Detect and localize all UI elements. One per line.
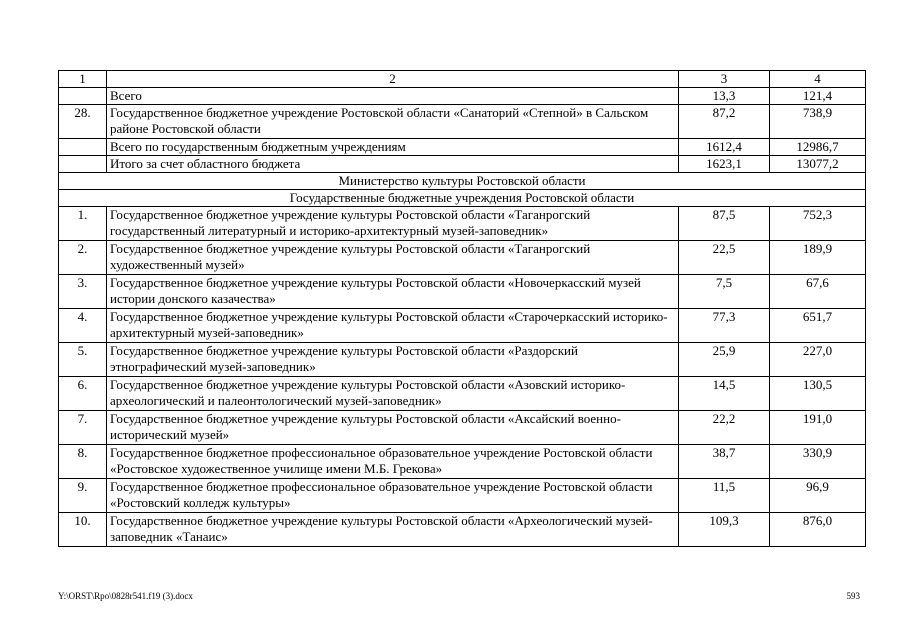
footer-file-path: Y:\ORST\Rpo\0828r541.f19 (3).docx xyxy=(58,591,193,601)
row-number xyxy=(59,156,107,173)
row-text: Государственное бюджетное профессиональное образовательное учреждение Ростовской области «Ростовское художественное училище имени М.Б. Грекова» xyxy=(107,445,679,479)
header-col-3: 3 xyxy=(679,71,770,88)
section-row xyxy=(59,190,866,207)
header-row xyxy=(59,71,866,88)
table-row xyxy=(59,411,866,445)
row-text: Государственное бюджетное учреждение культуры Ростовской области «Раздорский этнографический музей-заповедник» xyxy=(107,343,679,377)
section-ministry: Министерство культуры Ростовской области xyxy=(59,173,866,190)
row-value-4: 13077,2 xyxy=(770,156,866,173)
table-row xyxy=(59,513,866,547)
row-number: 28. xyxy=(59,105,107,139)
row-text: Всего по государственным бюджетным учреждениям xyxy=(107,139,679,156)
row-value-4: 876,0 xyxy=(770,513,866,547)
row-value-4: 67,6 xyxy=(770,275,866,309)
row-text: Государственное бюджетное учреждение культуры Ростовской области «Таганрогский государственный литературный и историко-архитектурный музей-заповедник» xyxy=(107,207,679,241)
table-row xyxy=(59,377,866,411)
row-number xyxy=(59,88,107,105)
row-value-3: 7,5 xyxy=(679,275,770,309)
row-number: 2. xyxy=(59,241,107,275)
row-number: 8. xyxy=(59,445,107,479)
row-text: Государственное бюджетное учреждение Ростовской области «Санаторий «Степной» в Сальском районе Ростовской области xyxy=(107,105,679,139)
row-value-3: 22,5 xyxy=(679,241,770,275)
row-number: 10. xyxy=(59,513,107,547)
row-value-3: 1612,4 xyxy=(679,139,770,156)
row-text: Государственное бюджетное учреждение культуры Ростовской области «Таганрогский художественный музей» xyxy=(107,241,679,275)
table-row xyxy=(59,139,866,156)
table-row xyxy=(59,479,866,513)
footer-page-number: 593 xyxy=(846,591,860,601)
row-number: 9. xyxy=(59,479,107,513)
row-value-3: 11,5 xyxy=(679,479,770,513)
row-value-4: 12986,7 xyxy=(770,139,866,156)
row-number: 4. xyxy=(59,309,107,343)
row-text: Государственное бюджетное учреждение культуры Ростовской области «Новочеркасский музей истории донского казачества» xyxy=(107,275,679,309)
row-text: Государственное бюджетное учреждение культуры Ростовской области «Археологический музей-заповедник «Танаис» xyxy=(107,513,679,547)
row-value-4: 121,4 xyxy=(770,88,866,105)
row-text: Государственное бюджетное учреждение культуры Ростовской области «Азовский историко-археологический и палеонтологический музей-заповедник» xyxy=(107,377,679,411)
header-col-1: 1 xyxy=(59,71,107,88)
row-number: 1. xyxy=(59,207,107,241)
row-value-4: 738,9 xyxy=(770,105,866,139)
row-value-4: 651,7 xyxy=(770,309,866,343)
row-value-4: 189,9 xyxy=(770,241,866,275)
section-row xyxy=(59,173,866,190)
row-text: Государственное бюджетное учреждение культуры Ростовской области «Старочеркасский историко-архитектурный музей-заповедник» xyxy=(107,309,679,343)
row-value-3: 87,2 xyxy=(679,105,770,139)
row-value-4: 227,0 xyxy=(770,343,866,377)
row-value-3: 25,9 xyxy=(679,343,770,377)
table-row xyxy=(59,88,866,105)
table-row xyxy=(59,343,866,377)
table-row xyxy=(59,156,866,173)
row-value-3: 109,3 xyxy=(679,513,770,547)
row-number xyxy=(59,139,107,156)
row-value-4: 330,9 xyxy=(770,445,866,479)
header-col-4: 4 xyxy=(770,71,866,88)
row-value-3: 14,5 xyxy=(679,377,770,411)
table-row xyxy=(59,105,866,139)
row-number: 6. xyxy=(59,377,107,411)
row-text: Государственное бюджетное учреждение культуры Ростовской области «Аксайский военно-исторический музей» xyxy=(107,411,679,445)
row-value-4: 96,9 xyxy=(770,479,866,513)
section-subheading: Государственные бюджетные учреждения Ростовской области xyxy=(59,190,866,207)
row-value-3: 77,3 xyxy=(679,309,770,343)
row-value-3: 13,3 xyxy=(679,88,770,105)
row-text: Государственное бюджетное профессиональное образовательное учреждение Ростовской области «Ростовский колледж культуры» xyxy=(107,479,679,513)
table-row xyxy=(59,275,866,309)
row-value-3: 1623,1 xyxy=(679,156,770,173)
row-value-3: 87,5 xyxy=(679,207,770,241)
row-value-4: 752,3 xyxy=(770,207,866,241)
row-number: 7. xyxy=(59,411,107,445)
row-text: Всего xyxy=(107,88,679,105)
header-col-2: 2 xyxy=(107,71,679,88)
table-row xyxy=(59,241,866,275)
row-value-4: 130,5 xyxy=(770,377,866,411)
row-value-3: 22,2 xyxy=(679,411,770,445)
row-value-4: 191,0 xyxy=(770,411,866,445)
row-number: 3. xyxy=(59,275,107,309)
table-row xyxy=(59,445,866,479)
table-row xyxy=(59,207,866,241)
data-table xyxy=(58,70,866,547)
row-text: Итого за счет областного бюджета xyxy=(107,156,679,173)
row-number: 5. xyxy=(59,343,107,377)
row-value-3: 38,7 xyxy=(679,445,770,479)
table-row xyxy=(59,309,866,343)
